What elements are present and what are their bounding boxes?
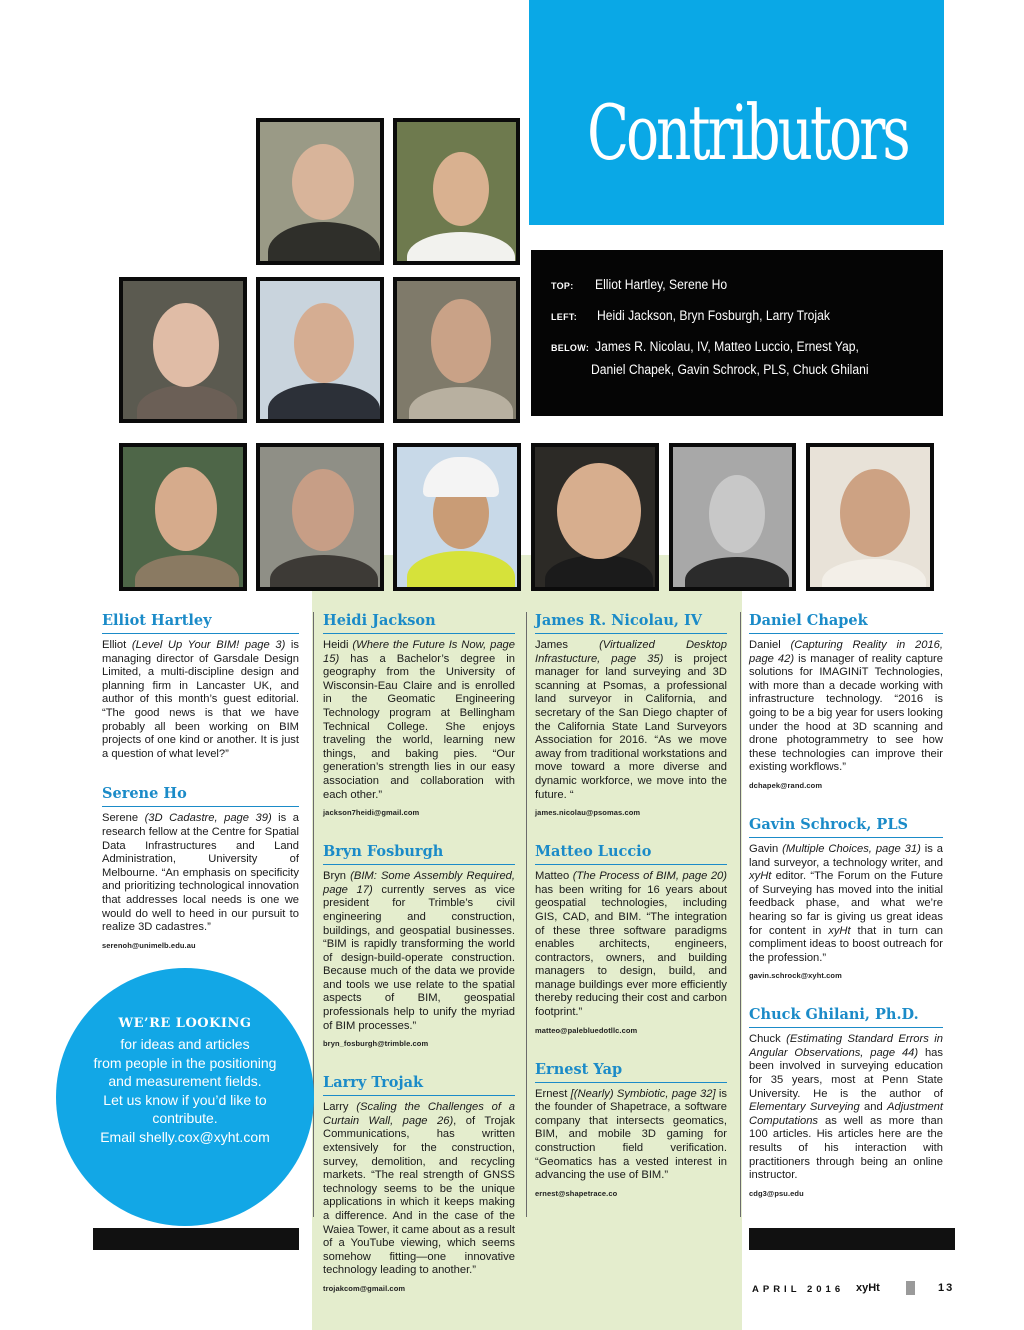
page-number: 13 — [938, 1282, 955, 1294]
contributor-bio: Matteo (The Process of BIM, page 20) has been writing for 16 years about geospatial technologies, including GIS, CAD, and BIM. “The integration of these three software paradigms enables architects, engineers, contractors, owners, and building managers to design, build, and manage buildings ever more efficiently thereby reducing their cost and carbon footprint.” — [535, 870, 727, 1019]
contributor-daniel-chapek — [749, 612, 943, 790]
contributor-bio: Ernest [(Nearly) Symbiotic, page 32] is the founder of Shapetrace, a software company that intersects geomatics, BIM, and mobile 3D gaming for construction field verification. “Geomatics has a vested interest in advancing the use of BIM.” — [535, 1087, 727, 1182]
photo-matteo-luccio — [256, 443, 384, 591]
contributor-name: Ernest Yap — [535, 1061, 727, 1083]
legend-below-row — [551, 338, 888, 356]
contributor-bio: Larry (Scaling the Challenges of a Curtain Wall, page 26), of Trojak Communications, has written extensively for the construction, survey, demolition, and recycling markets. “The real strength of GNSS technology seems to be the unique applications in which it keeps making a difference. And in the case of the Waiea Tower, it came about as a result of a YouTube viewing, which seems somehow fitting—one innovative technology leading to another.” — [323, 1101, 515, 1277]
contributor-email: bryn_fosburgh@trimble.com — [323, 1039, 429, 1049]
contributor-email: trojakcom@gmail.com — [323, 1283, 406, 1293]
bottom-bar-right — [749, 1228, 955, 1250]
photo-serene-ho — [393, 118, 520, 265]
contributor-bio: Daniel (Capturing Reality in 2016, page 42) is manager of reality capture solutions for IMAGINiT Technologies, with more than a decade working with infrastructure technology. “2016 is going to be a big year for users looking under the hood at 3D scanning and drone photogrammetry to see how these technologies can improve their existing workflows.” — [749, 639, 944, 774]
contributor-email: matteo@palebluedotllc.com — [535, 1025, 638, 1035]
contributor-chuck-ghilani — [749, 1006, 943, 1198]
column-2 — [323, 612, 515, 1311]
contributor-email: dchapek@rand.com — [749, 780, 823, 790]
contributor-bio: Bryn (BIM: Some Assembly Required, page 17) currently serves as vice president for Trimble’s civil engineering and construction, buildings, and geospatial businesses. “BIM is rapidly transforming the world of design-build-operate construction. Because much of the data we provide and tools we use relate to the spatial aspects of BIM, geospatial professionals help to unify the myriad of BIM processes.” — [323, 870, 515, 1032]
photo-bryn-fosburgh — [256, 277, 384, 423]
column-3 — [535, 612, 727, 1216]
contributor-email: james.nicolau@psomas.com — [535, 808, 641, 818]
contributor-email: jackson7heidi@gmail.com — [323, 808, 420, 818]
legend-left-key: LEFT: — [551, 312, 577, 322]
contributor-name: Heidi Jackson — [323, 612, 515, 634]
contributor-heidi-jackson — [323, 612, 515, 817]
callout-heading: WE’RE LOOKING — [118, 1016, 252, 1031]
footer-marker — [906, 1281, 915, 1295]
contributor-name: Serene Ho — [102, 785, 299, 807]
contributor-email: cdg3@psu.edu — [749, 1188, 804, 1198]
contributor-bio: Heidi (Where the Future Is Now, page 15) has a Bachelor’s degree in geography from the University of Wisconsin-Eau Claire and is enrolled in the Geomatic Engineering Technology program at Bellingham Technical College. She enjoys traveling the world, learning new things, and baking pies. “Our generation’s strength lies in our easy association and collaboration with each other.” — [323, 639, 515, 801]
contributor-name: Elliot Hartley — [102, 612, 299, 634]
callout-line: and measurement fields. — [108, 1073, 262, 1089]
contributor-james-nicolau — [535, 612, 727, 817]
callout-line: Let us know if you’d like to — [103, 1091, 267, 1108]
contributor-email: serenoh@unimelb.edu.au — [102, 940, 196, 950]
contributor-name: Larry Trojak — [323, 1074, 515, 1096]
call-for-contributors-circle — [56, 968, 314, 1226]
legend-below-key: BELOW: — [551, 343, 590, 353]
column-divider-2 — [526, 612, 527, 1217]
photo-daniel-chapek — [531, 443, 659, 591]
contributor-matteo-luccio — [535, 843, 727, 1035]
photo-ernest-yap — [393, 443, 521, 591]
title-banner — [529, 0, 944, 225]
contributor-ernest-yap — [535, 1061, 727, 1198]
legend-top-names: Elliot Hartley, Serene Ho — [595, 277, 728, 292]
contributor-name: Gavin Schrock, PLS — [749, 816, 943, 838]
legend-top-row — [551, 276, 742, 294]
contributor-name: Matteo Luccio — [535, 843, 727, 865]
legend-below-names-1: James R. Nicolau, IV, Matteo Luccio, Ernest Yap, — [595, 339, 859, 354]
contributor-email: gavin.schrock@xyht.com — [749, 971, 842, 981]
contributor-bio: Gavin (Multiple Choices, page 31) is a land surveyor, a technology writer, and xyHt editor. “The Forum on the Future of Surveying has moved into the initial feedback phase, and what we’re hearing so far is giving us great ideas for content in xyHt that in turn can compliment ideas to boost outreach for the profession.” — [749, 842, 943, 964]
contributor-bio: Elliot (Level Up Your BIM! page 3) is managing director of Garsdale Design Limited, a multi-discipline design and planning firm in Lancaster UK, and author of this month’s guest editorial. “The good news is that we have probably all been working on BIM projects of one kind or another. It is just a question of what level?” — [102, 639, 299, 760]
column-divider-3 — [740, 612, 741, 1217]
photo-chuck-ghilani — [806, 443, 934, 591]
contributor-name: Daniel Chapek — [749, 612, 943, 634]
legend-left-names: Heidi Jackson, Bryn Fosburgh, Larry Trojak — [597, 308, 830, 323]
contributor-email: ernest@shapetrace.co — [535, 1188, 618, 1198]
legend-left-row — [551, 307, 856, 325]
callout-line: contribute. — [152, 1110, 218, 1126]
contributor-larry-trojak — [323, 1074, 515, 1293]
contributor-bryn-fosburgh — [323, 843, 515, 1048]
photo-elliot-hartley — [256, 118, 384, 265]
contributor-elliot-hartley — [102, 612, 299, 761]
callout-email: Email shelly.cox@xyht.com — [100, 1128, 270, 1145]
column-1 — [102, 612, 299, 968]
contributor-name: Bryn Fosburgh — [323, 843, 515, 865]
callout-line: for ideas and articles — [120, 1036, 250, 1052]
photo-larry-trojak — [393, 277, 520, 423]
contributor-name: James R. Nicolau, IV — [535, 612, 727, 634]
contributor-name: Chuck Ghilani, Ph.D. — [749, 1006, 943, 1028]
legend-below-names-2: Daniel Chapek, Gavin Schrock, PLS, Chuck Ghilani — [591, 362, 869, 377]
photo-james-nicolau — [119, 443, 247, 591]
footer-brand: xyHt — [856, 1282, 880, 1294]
legend-top-key: TOP: — [551, 281, 574, 291]
photo-gavin-schrock — [669, 443, 796, 591]
contributor-bio: James (Virtualized Desktop Infrastucture, page 35) is project manager for land surveying and 3D scanning at Psomas, a professional land surveyor in California, and secretary of the San Diego chapter of the California State Land Surveyors Association for 2016. “As we move away from traditional workstations and move toward a more diverse and dynamic workforce, we move into the future. “ — [535, 639, 727, 801]
footer-issue-date: APRIL 2016 — [752, 1284, 845, 1295]
contributor-serene-ho — [102, 785, 299, 949]
contributor-bio: Serene (3D Cadastre, page 39) is a research fellow at the Centre for Spatial Data Infrastructures and Land Administration, University of Melbourne. “An emphasis on specificity and prioritizing technological innovation that addresses local needs is one we would do well to heed in our pursuit to realize 3D cadastres.” — [102, 812, 299, 934]
contributor-gavin-schrock — [749, 816, 943, 980]
photo-heidi-jackson — [119, 277, 247, 423]
page-title: Contributors — [587, 88, 908, 177]
bottom-bar-left — [93, 1228, 299, 1250]
column-4 — [749, 612, 943, 1216]
photo-legend — [531, 250, 943, 416]
callout-line: from people in the positioning — [93, 1054, 277, 1071]
contributor-bio: Chuck (Estimating Standard Errors in Angular Observations, page 44) has been involved in surveying education for 35 years, most at Penn State University. He is the author of Elementary Surveying and Adjustment Computations as well as more than 100 articles. His articles here are the results of his interaction with practitioners through being an online instructor. — [749, 1033, 943, 1182]
